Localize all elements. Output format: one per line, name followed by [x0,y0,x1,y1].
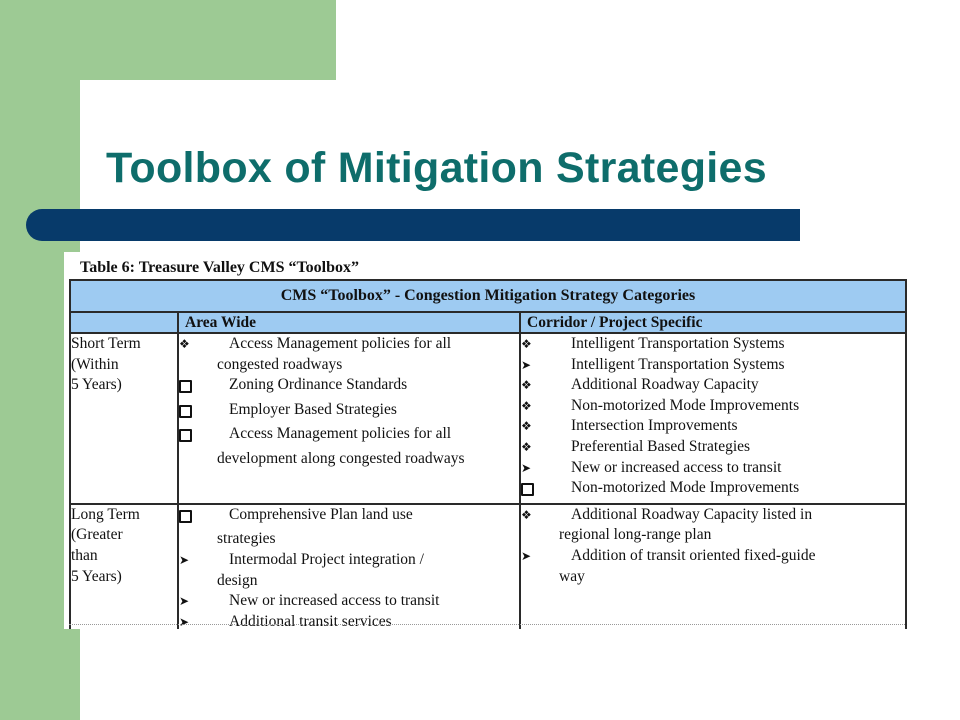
square-bullet-icon [179,505,229,530]
strategy-text-continuation: development along congested roadways [217,449,465,467]
arrow-bullet-icon: ➤ [521,460,532,475]
term-label-line: 5 Years) [71,567,122,585]
strategy-list-item [521,355,905,376]
strategy-wrap-line [179,449,519,470]
square-bullet-icon [179,375,229,400]
strategy-text-line: Employer Based Strategies [229,400,397,418]
table-row-long-term [70,504,906,629]
column-header-term [70,312,178,333]
arrow-bullet-icon: ➤ [179,594,190,609]
strategy-text-line: Addition of transit oriented fixed-guide [571,546,816,564]
strategy-text-line: Intermodal Project integration / [229,550,424,568]
diamond-bullet-icon: ❖ [521,378,532,393]
strategy-text [229,550,424,571]
term-cell-short [70,333,178,504]
slide-title: Toolbox of Mitigation Strategies [106,144,767,192]
strategy-text-line: Intersection Improvements [571,417,738,435]
square-bullet-icon [179,400,229,425]
diamond-bullet-icon: ❖ [521,337,532,351]
strategy-text-line: Access Management policies for all [229,335,452,352]
term-cell-long [70,504,178,629]
term-label-line: than [71,546,98,564]
term-label-line: (Greater [71,526,123,544]
strategy-text-continuation: regional long-range plan [559,526,712,544]
term-label-line: Long Term [71,505,140,523]
area-wide-cell-short [178,333,520,504]
square-bullet-icon [521,478,571,503]
strategy-list-item [179,400,519,425]
strategy-list-item [521,458,905,479]
strategy-wrap-line [521,567,905,588]
table-main-header: CMS “Toolbox” - Congestion Mitigation Strategy Categories [70,280,906,312]
strategy-wrap-line [521,525,905,546]
strategy-text [571,437,750,458]
strategy-list-item [521,416,905,437]
strategy-text-line: Additional Roadway Capacity listed in [571,505,813,523]
strategy-text [571,396,799,417]
strategy-text [571,458,781,479]
strategy-text [229,375,407,400]
strategy-list-item [521,375,905,396]
strategy-list-item [179,505,519,530]
diamond-bullet-icon: ❖ [179,337,190,351]
strategy-text [571,334,785,355]
strategy-text [571,416,738,437]
strategy-text-continuation: strategies [217,530,276,548]
strategy-text-line: New or increased access to transit [571,458,782,476]
strategy-list-item [521,334,905,355]
arrow-bullet-icon: ➤ [179,552,190,567]
term-label-line: (Within [71,355,119,373]
strategy-text-line: New or increased access to transit [229,592,440,610]
strategy-list-item [521,546,905,567]
diamond-bullet-icon: ❖ [521,439,532,454]
strategy-list-item [179,550,519,571]
term-label-line: 5 Years) [71,376,122,394]
strategy-wrap-line [179,529,519,550]
strategy-text-line: Additional transit services [229,612,392,629]
strategy-text [571,505,812,526]
arrow-bullet-icon: ➤ [521,357,532,372]
strategy-list-item [179,334,519,355]
strategy-list-item [179,424,519,449]
title-underline-bar [26,209,800,241]
strategy-text-continuation: congested roadways [217,355,343,373]
corridor-cell-short [520,333,906,504]
strategy-text [229,400,397,425]
strategy-text-continuation: design [217,571,258,589]
cms-toolbox-table [69,279,907,629]
toolbox-table-image [64,252,912,629]
strategy-text-line: Comprehensive Plan land use [229,505,413,523]
column-header-area-wide: Area Wide [178,312,520,333]
area-wide-cell-long [178,504,520,629]
strategy-text [571,478,799,503]
arrow-bullet-icon: ➤ [179,614,190,629]
strategy-list-item [521,437,905,458]
arrow-bullet-icon: ➤ [521,548,532,563]
strategy-list-item [179,375,519,400]
strategy-text-line: Preferential Based Strategies [571,437,751,455]
strategy-text [229,334,451,355]
column-header-corridor: Corridor / Project Specific [520,312,906,333]
strategy-list-item [521,478,905,503]
strategy-text-line: Intelligent Transportation Systems [571,355,785,373]
strategy-text-line: Intelligent Transportation Systems [571,335,785,352]
strategy-list-item [521,396,905,417]
top-accent-block [0,0,336,80]
strategy-list-item [521,505,905,526]
square-bullet-icon [179,424,229,449]
strategy-text [229,591,439,612]
diamond-bullet-icon: ❖ [521,398,532,413]
strategy-text [571,355,785,376]
cropped-edge-line [69,624,905,628]
strategy-wrap-line [179,571,519,592]
strategy-text-line: Non-motorized Mode Improvements [571,396,800,414]
strategy-text [571,375,759,396]
strategy-text-continuation: way [559,567,585,585]
diamond-bullet-icon: ❖ [521,507,532,522]
strategy-text-line: Zoning Ordinance Standards [229,376,408,394]
strategy-text [229,424,451,449]
table-caption: Table 6: Treasure Valley CMS “Toolbox” [80,259,360,276]
strategy-text-line: Access Management policies for all [229,425,452,443]
strategy-text-line: Non-motorized Mode Improvements [571,479,800,497]
strategy-list-item [179,591,519,612]
corridor-cell-long [520,504,906,629]
strategy-text [571,546,816,567]
strategy-text-line: Additional Roadway Capacity [571,376,759,394]
term-label-line: Short Term [71,335,141,352]
strategy-wrap-line [179,355,519,376]
diamond-bullet-icon: ❖ [521,419,532,434]
table-row-short-term [70,333,906,504]
strategy-text [229,505,413,530]
